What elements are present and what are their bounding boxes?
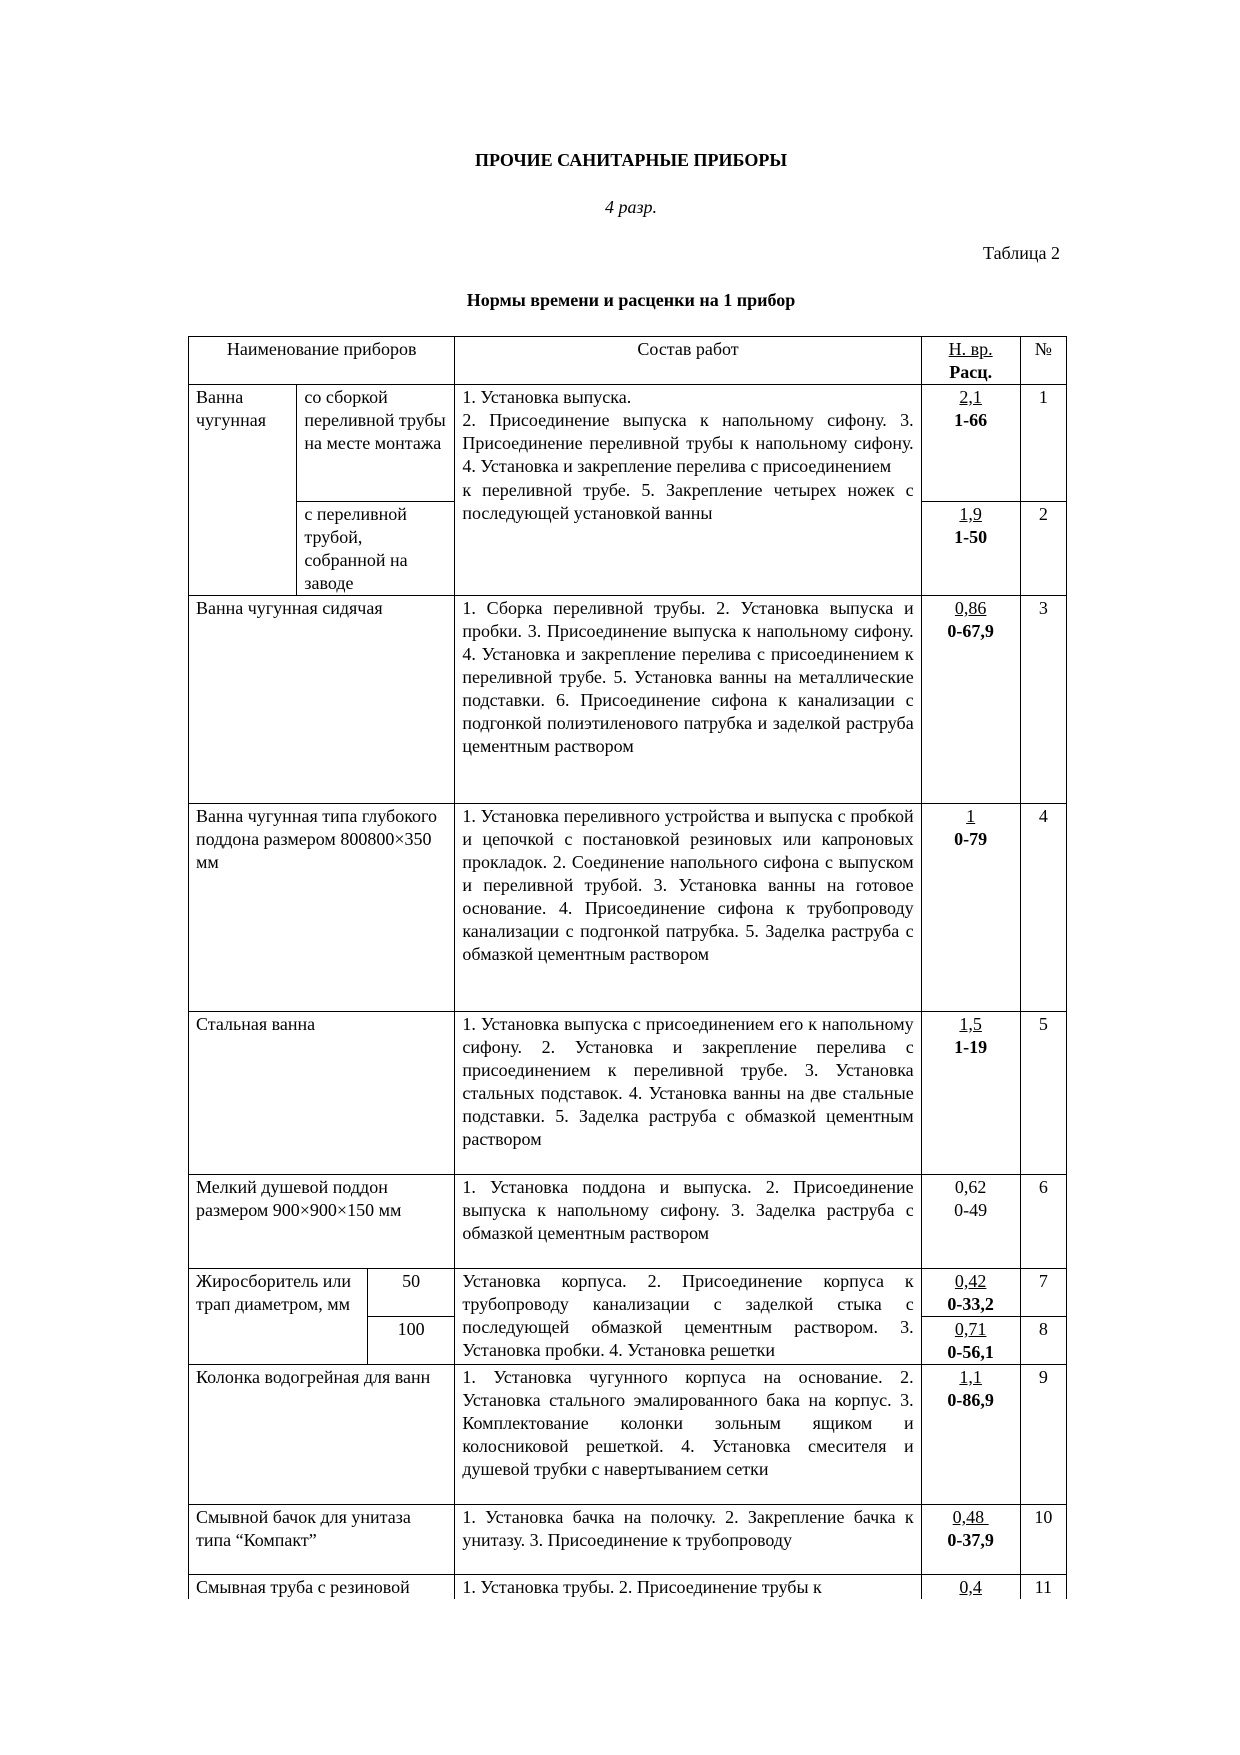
rate-value: 0-33,2 (947, 1294, 994, 1314)
cell-number: 2 (1020, 502, 1066, 596)
norm-value: 0,42 (954, 1271, 987, 1291)
table-row (189, 1505, 1067, 1575)
cell-work: 1. Установка трубы. 2. Присоединение трубы к (455, 1575, 921, 1600)
cell-number: 4 (1020, 804, 1066, 1012)
table-row (189, 1012, 1067, 1175)
work-paragraph: 2. Присоединение выпуска к напольному сифону. 3. Присоединение переливной трубы к напольному сифону. 4. Установка и закрепление перелива с присоединением (462, 410, 914, 476)
work-paragraph: к переливной трубе. 5. Закрепление четырех ножек с последующей установкой ванны (462, 480, 914, 523)
cell-number: 9 (1020, 1365, 1066, 1505)
norms-table (188, 336, 1067, 1599)
cell-norm-rate (921, 596, 1020, 804)
cell-name: Смывная труба с резиновой (189, 1575, 455, 1600)
cell-number: 11 (1020, 1575, 1066, 1600)
cell-norm-rate (921, 1012, 1020, 1175)
grade-label: 4 разр. (604, 197, 658, 217)
norm-value: 1,9 (959, 504, 982, 524)
cell-norm-rate (921, 804, 1020, 1012)
norm-value: 1 (966, 806, 976, 826)
table-number-label: Таблица 2 (983, 243, 1060, 263)
table-row (189, 804, 1067, 1012)
rate-value: 1-19 (954, 1037, 988, 1057)
norm-value: 2,1 (959, 387, 982, 407)
rate-value: 1-50 (954, 527, 988, 547)
cell-name: Мелкий душевой поддон размером 900×900×150 мм (189, 1175, 455, 1269)
table-row (189, 1365, 1067, 1505)
norm-value: 0,71 (954, 1319, 987, 1339)
cell-number: 10 (1020, 1505, 1066, 1575)
header-rate: Расц. (949, 362, 993, 382)
cell-name: Жиросборитель или трап диаметром, мм (189, 1269, 368, 1365)
cell-work: 1. Сборка переливной трубы. 2. Установка выпуска и пробки. 3. Присоединение выпуска к напольному сифону. 4. Установка и закрепление перелива с присоединением к переливной трубе. 5. Установка ванны на металлические подставки. 6. Присоединение сифона к канализации с подгонкой полиэтиленового патрубка и заделкой раструба цементным раствором (455, 596, 921, 804)
table-row (189, 1175, 1067, 1269)
header-name: Наименование приборов (189, 337, 455, 385)
cell-norm-rate (921, 1317, 1020, 1365)
cell-number: 1 (1020, 385, 1066, 502)
norm-value: 0,4 (959, 1577, 982, 1597)
cell-diameter: 100 (367, 1317, 454, 1365)
document-title: ПРОЧИЕ САНИТАРНЫЕ ПРИБОРЫ (475, 150, 787, 170)
norm-value: 0,62 (954, 1177, 987, 1197)
header-work: Состав работ (455, 337, 921, 385)
norm-value: 0,86 (954, 598, 987, 618)
cell-number: 7 (1020, 1269, 1066, 1317)
cell-number: 8 (1020, 1317, 1066, 1365)
rate-value: 0-86,9 (947, 1390, 994, 1410)
table-row (189, 385, 1067, 502)
table-header-row (189, 337, 1067, 385)
rate-value: 1-66 (954, 410, 988, 430)
cell-number: 5 (1020, 1012, 1066, 1175)
norm-value: 1,1 (959, 1367, 982, 1387)
cell-name: Ванна чугунная (189, 385, 297, 596)
norm-value: 0,48 (952, 1507, 989, 1527)
cell-norm-rate (921, 385, 1020, 502)
cell-work: Установка корпуса. 2. Присоединение корпуса к трубопроводу канализации с заделкой стыка с последующей обмазкой цементным раствором. 3. Установка пробки. 4. Установка решетки (455, 1269, 921, 1365)
cell-work: 1. Установка переливного устройства и выпуска с пробкой и цепочкой с постановкой резиновых или капроновых прокладок. 2. Соединение напольного сифона с выпуском и переливной трубой. 3. Установка ванны на готовое основание. 4. Присоединение сифона к трубопроводу канализации с подгонкой патрубка. 5. Заделка раструба с обмазкой цементным раствором (455, 804, 921, 1012)
cell-diameter: 50 (367, 1269, 454, 1317)
cell-number: 3 (1020, 596, 1066, 804)
table-row (189, 1575, 1067, 1600)
cell-name: Стальная ванна (189, 1012, 455, 1175)
cell-name: Ванна чугунная сидячая (189, 596, 455, 804)
cell-subname: с переливной трубой, собранной на заводе (297, 502, 455, 596)
cell-work: 1. Установка чугунного корпуса на основание. 2. Установка стального эмалированного бака на корпус. 3. Комплектование колонки зольным ящиком и колосниковой решеткой. 4. Установка смесителя и душевой трубки с навертыванием сетки (455, 1365, 921, 1505)
table-row (189, 1269, 1067, 1317)
norm-value: 1,5 (959, 1014, 982, 1034)
cell-name: Колонка водогрейная для ванн (189, 1365, 455, 1505)
rate-value: 0-49 (954, 1200, 988, 1220)
cell-norm-rate (921, 1269, 1020, 1317)
cell-work: 1. Установка выпуска с присоединением его к напольному сифону. 2. Установка и закрепление перелива с присоединением к переливной трубе. 3. Установка стальных подставок. 4. Установка ванны на две стальные подставки. 5. Заделка раструба с обмазкой цементным раствором (455, 1012, 921, 1175)
cell-norm-rate (921, 502, 1020, 596)
cell-norm-rate (921, 1365, 1020, 1505)
cell-work: 1. Установка поддона и выпуска. 2. Присоединение выпуска к напольному сифону. 3. Заделка раструба с обмазкой цементным раствором (455, 1175, 921, 1269)
rate-value: 0-56,1 (947, 1342, 994, 1362)
cell-work: 1. Установка бачка на полочку. 2. Закрепление бачка к унитазу. 3. Присоединение к трубопроводу (455, 1505, 921, 1575)
cell-subname: со сборкой переливной трубы на месте монтажа (297, 385, 455, 502)
header-norm-rate (921, 337, 1020, 385)
cell-norm-rate (921, 1575, 1020, 1600)
table-title: Нормы времени и расценки на 1 прибор (466, 290, 796, 310)
header-number: № (1020, 337, 1066, 385)
rate-value: 0-67,9 (947, 621, 994, 641)
rate-value: 0-37,9 (947, 1530, 994, 1550)
cell-number: 6 (1020, 1175, 1066, 1269)
work-paragraph: 1. Установка выпуска. (462, 387, 632, 407)
cell-work (455, 385, 921, 596)
cell-name: Смывной бачок для унитаза типа “Компакт” (189, 1505, 455, 1575)
table-row (189, 596, 1067, 804)
header-norm: Н. вр. (948, 339, 993, 359)
cell-name: Ванна чугунная типа глубокого поддона размером 800800×350 мм (189, 804, 455, 1012)
cell-norm-rate (921, 1505, 1020, 1575)
cell-norm-rate (921, 1175, 1020, 1269)
rate-value: 0-79 (954, 829, 988, 849)
